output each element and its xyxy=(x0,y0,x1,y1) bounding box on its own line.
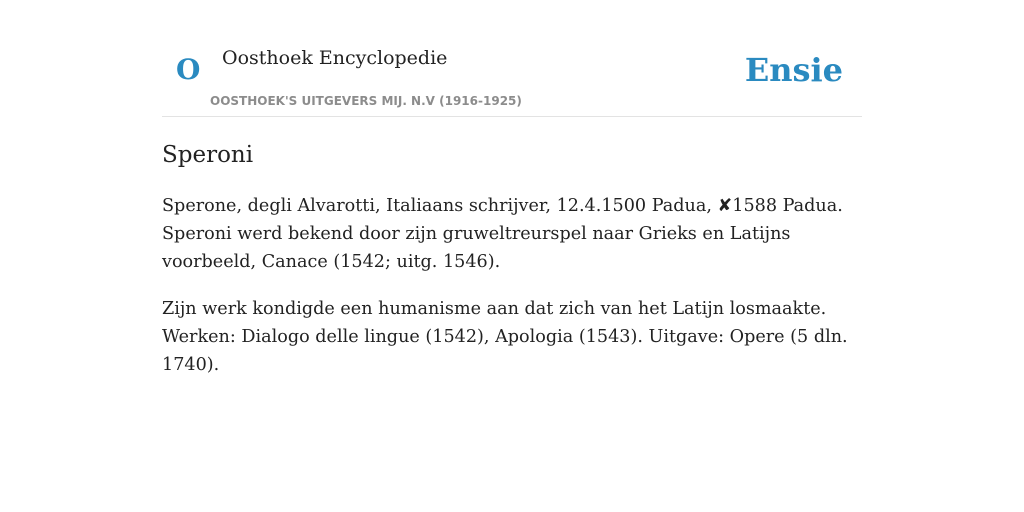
ensie-logo-link[interactable]: Ensie xyxy=(744,51,843,89)
encyclopedia-logo-link[interactable]: O xyxy=(176,53,201,86)
encyclopedia-title: Oosthoek Encyclopedie xyxy=(222,47,448,69)
article-content xyxy=(162,138,862,379)
article-paragraph-2: Zijn werk kondigde een humanisme aan dat zich van het Latijn losmaakte. Werken: Dialogo delle lingue (1542), Apologia (1543). Uitgave: Opere (5 dln. 1740). xyxy=(162,299,848,375)
article-paragraph-1: Sperone, degli Alvarotti, Italiaans schrijver, 12.4.1500 Padua, ✘1588 Padua. Speroni werd bekend door zijn gruweltreurspel naar Grieks en Latijns voorbeeld, Canace (1542; uitg. 1546). xyxy=(162,196,843,272)
publisher-subtitle: OOSTHOEK'S UITGEVERS MIJ. N.V (1916-1925) xyxy=(210,94,522,108)
article-title: Speroni xyxy=(162,142,254,168)
site-header xyxy=(162,0,862,117)
